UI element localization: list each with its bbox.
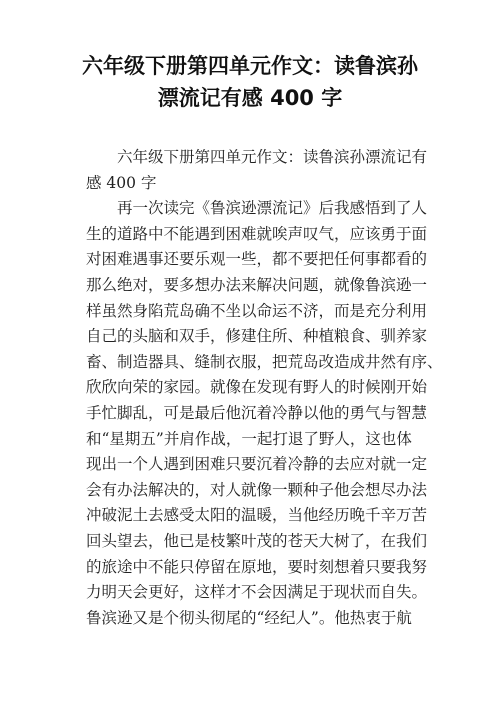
paragraph-line: 冲破泥土去感受太阳的温暖，当他经历晚千辛万苦 <box>86 506 428 525</box>
paragraph-line: 现出一个人遇到困难只要沉着冷静的去应对就一定 <box>86 455 428 474</box>
title-line-2: 漂流记有感 400 字 <box>157 86 343 110</box>
subtitle-line: 六年级下册第四单元作文：读鲁滨孙漂流记有 <box>117 148 428 166</box>
paragraph-line: 的旅途中不能只停留在原地，要时刻想着只要我努 <box>86 557 428 576</box>
paragraph-line: 鲁滨逊又是个彻头彻尾的“经纪人”。他热衷于航 <box>86 608 412 627</box>
paragraph-line: 会有办法解决的，对人就像一颗种子他会想尽办法 <box>86 480 428 499</box>
paragraph-line: 再一次读完《鲁滨逊漂流记》后我感悟到了人 <box>117 199 428 218</box>
paragraph-line: 手忙脚乱，可是最后他沉着冷静以他的勇气与智慧 <box>86 403 428 422</box>
document-body <box>86 145 443 631</box>
paragraph-line: 欣欣向荣的家园。就像在发现有野人的时候刚开始 <box>86 378 428 397</box>
paragraph-line: 对困难遇事还要乐观一些，都不要把任何事都看的 <box>86 250 428 269</box>
title-line-1: 六年级下册第四单元作文：读鲁滨孙 <box>82 54 418 78</box>
subtitle-line: 感 400 字 <box>86 173 157 192</box>
paragraph-line: 样虽然身陷荒岛确不坐以命运不济，而是充分利用 <box>86 301 428 320</box>
paragraph-line: 自己的头脑和双手，修建住所、种植粮食、驯养家 <box>86 327 428 346</box>
paragraph-line: 回头望去，他已是枝繁叶茂的苍天大树了，在我们 <box>86 531 428 550</box>
paragraph-line: 畜、制造器具、缝制衣服，把荒岛改造成井然有序、 <box>86 352 443 371</box>
document-title <box>40 50 460 114</box>
paragraph-line: 和“星期五”并肩作战，一起打退了野人，这也体 <box>86 429 412 448</box>
paragraph-line: 生的道路中不能遇到困难就唉声叹气，应该勇于面 <box>86 224 428 243</box>
paragraph-line: 那么绝对，要多想办法来解决问题，就像鲁滨逊一 <box>86 275 428 294</box>
paragraph-line: 力明天会更好，这样才不会因满足于现状而自失。 <box>86 583 428 602</box>
